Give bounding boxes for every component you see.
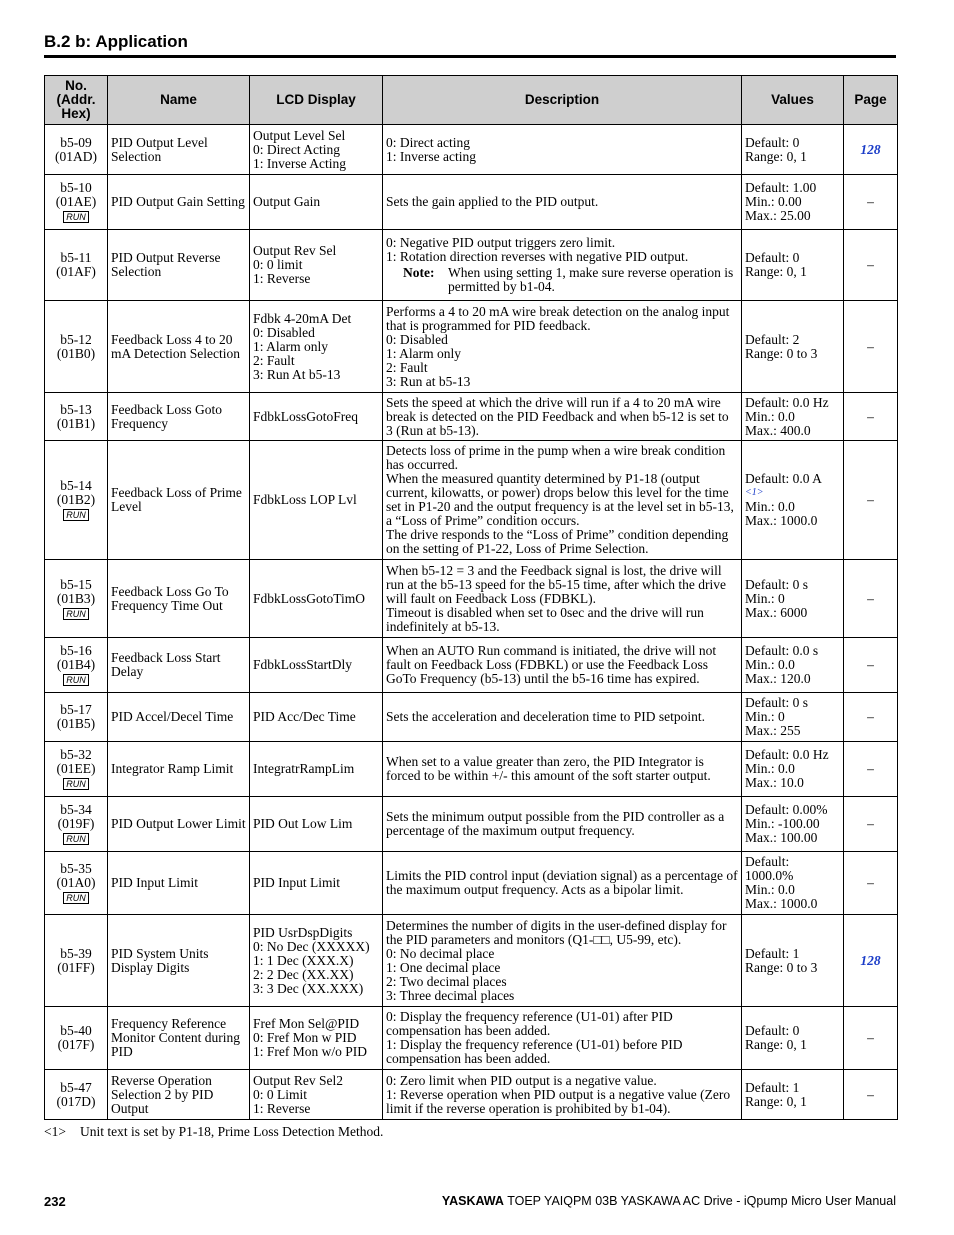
description-line: 3: Three decimal places: [386, 987, 515, 1003]
parameter-name-line: PID Output Level: [111, 134, 208, 150]
value-line: Range: 0, 1: [745, 148, 807, 164]
footnote: [44, 1124, 383, 1140]
table-row: [45, 560, 898, 638]
lcd-display-line: IntegratrRampLim: [253, 761, 355, 776]
parameter-name-line: Selection: [111, 264, 162, 279]
lcd-display-line: 0: 0 limit: [253, 257, 303, 272]
lcd-display-line: Output Rev Sel2: [253, 1072, 343, 1088]
lcd-display-cell: [250, 852, 383, 915]
parameter-number-cell: [45, 560, 108, 638]
values-cell: [742, 175, 844, 230]
description-line: 0: No decimal place: [386, 945, 495, 961]
parameter-name-cell: [108, 797, 250, 852]
value-line: Min.: 0.00: [745, 194, 802, 209]
description-cell: [383, 693, 742, 742]
lcd-display-cell: [250, 693, 383, 742]
lcd-display-line: 1: Inverse Acting: [253, 155, 346, 171]
parameter-name-cell: [108, 441, 250, 560]
page-cell: –: [844, 560, 898, 638]
values-cell: [742, 125, 844, 175]
lcd-display-cell: [250, 125, 383, 175]
note-text: When using setting 1, make sure reverse operation is permitted by b1-04.: [448, 265, 734, 294]
footer-document-title: [442, 1194, 896, 1208]
run-badge: RUN: [63, 778, 89, 790]
lcd-display-cell: [250, 915, 383, 1007]
footer-brand: YASKAWA: [441, 1194, 504, 1208]
value-line: Max.: 10.0: [745, 775, 804, 790]
description-cell: [383, 301, 742, 393]
run-badge: RUN: [63, 608, 89, 620]
lcd-display-line: 0: Disabled: [253, 324, 315, 340]
page-number: 232: [44, 1194, 66, 1209]
description-line: 1: One decimal place: [386, 959, 501, 975]
values-cell: [742, 742, 844, 797]
table-row: [45, 125, 898, 175]
description-line: 0: Display the frequency reference (U1-01) after PID compensation has been added.: [386, 1009, 673, 1038]
description-line: Sets the acceleration and deceleration time to PID setpoint.: [386, 709, 706, 724]
column-header-page: Page: [844, 76, 898, 125]
description-line: Sets the minimum output possible from the PID controller as a percentage of the maximum output frequency.: [386, 809, 725, 838]
value-line: Min.: -100.00: [745, 816, 820, 831]
lcd-display-line: 2: Fault: [253, 352, 295, 368]
parameter-name-cell: [108, 175, 250, 230]
note-label: Note:: [403, 265, 435, 280]
value-line: Default: 0.0 Hz: [745, 747, 829, 762]
lcd-display-cell: [250, 1007, 383, 1070]
lcd-display-line: 0: Fref Mon w PID: [253, 1030, 357, 1045]
lcd-display-line: Output Rev Sel: [253, 243, 337, 258]
parameter-number: b5-11: [60, 250, 92, 265]
value-line: Min.: 0.0: [745, 408, 795, 424]
lcd-display-cell: [250, 1070, 383, 1120]
parameter-name-cell: [108, 915, 250, 1007]
parameter-name-cell: [108, 638, 250, 693]
parameter-name-cell: [108, 560, 250, 638]
parameter-name-cell: [108, 301, 250, 393]
column-header-values: Values: [742, 76, 844, 125]
values-cell: [742, 915, 844, 1007]
values-cell: [742, 1070, 844, 1120]
value-line: Min.: 0.0: [745, 499, 795, 514]
page-cell: –: [844, 393, 898, 441]
parameter-name-line: Feedback Loss 4 to 20: [111, 331, 233, 347]
parameter-name-line: Feedback Loss Start: [111, 650, 221, 665]
parameter-name-line: Frequency Time Out: [111, 597, 223, 613]
description-cell: [383, 560, 742, 638]
value-line: Max.: 1000.0: [745, 896, 818, 911]
page-link[interactable]: 128: [844, 125, 898, 175]
description-line: 1: Rotation direction reverses with negative PID output.: [386, 249, 689, 264]
description-cell: [383, 175, 742, 230]
parameter-address: (01AD): [55, 148, 97, 164]
value-line: Default: 1: [745, 1079, 800, 1095]
table-row: [45, 393, 898, 441]
lcd-display-cell: [250, 797, 383, 852]
value-line: Range: 0, 1: [745, 264, 807, 279]
description-line: The drive responds to the “Loss of Prime” condition depending on the setting of P1-22, Loss of Prime Selection.: [386, 527, 729, 556]
parameter-number-cell: [45, 742, 108, 797]
parameter-number-cell: [45, 1070, 108, 1120]
parameter-number: b5-16: [60, 643, 92, 658]
value-line: Range: 0 to 3: [745, 959, 818, 975]
page-cell: –: [844, 230, 898, 301]
description-line: 0: Negative PID output triggers zero limit.: [386, 235, 616, 250]
parameter-number-cell: [45, 393, 108, 441]
page-link[interactable]: 128: [844, 915, 898, 1007]
description-line: Limits the PID control input (deviation signal) as a percentage of the maximum output frequency. Acts as a bipolar limit.: [386, 868, 738, 897]
parameter-name-line: Feedback Loss of Prime: [111, 485, 242, 500]
page-cell: –: [844, 797, 898, 852]
description-cell: [383, 797, 742, 852]
value-line: Min.: 0: [745, 709, 785, 724]
parameter-name-line: Frequency Reference: [111, 1016, 227, 1031]
lcd-display-line: PID UsrDspDigits: [253, 924, 353, 940]
value-line: 1000.0%: [745, 868, 794, 883]
lcd-display-line: PID Input Limit: [253, 875, 340, 890]
value-line: Min.: 0.0: [745, 882, 795, 897]
lcd-display-line: 0: Direct Acting: [253, 141, 340, 157]
description-line: 0: Direct acting: [386, 134, 470, 150]
footnote-text: Unit text is set by P1-18, Prime Loss Detection Method.: [80, 1124, 384, 1139]
parameter-number: b5-09: [60, 134, 92, 150]
parameter-address: (01A0): [56, 875, 96, 890]
parameter-number-cell: [45, 230, 108, 301]
table-row: [45, 693, 898, 742]
values-cell: [742, 230, 844, 301]
table-row: [45, 852, 898, 915]
parameter-name-line: Selection 2 by PID: [111, 1086, 214, 1102]
parameter-name-line: Feedback Loss Go To: [111, 583, 229, 599]
value-line: Default: 0.00%: [745, 802, 828, 817]
value-line: Max.: 1000.0: [745, 513, 818, 528]
parameter-address: (01EE): [56, 761, 96, 776]
page-cell: –: [844, 441, 898, 560]
lcd-display-line: FdbkLossStartDly: [253, 657, 353, 672]
value-line: Default: 0.0 Hz: [745, 394, 829, 410]
parameter-address: (01B1): [56, 415, 96, 431]
parameter-table: [44, 75, 898, 1120]
lcd-display-line: Output Level Sel: [253, 127, 346, 143]
values-cell: [742, 638, 844, 693]
lcd-display-cell: [250, 393, 383, 441]
table-row: [45, 1070, 898, 1120]
value-line: Default: 0: [745, 1023, 800, 1038]
lcd-display-line: 0: No Dec (XXXXX): [253, 938, 370, 954]
parameter-number: b5-32: [60, 747, 92, 762]
lcd-display-line: 3: Run At b5-13: [253, 366, 341, 382]
description-line: When set to a value greater than zero, the PID Integrator is forced to be within +/- this amount of the soft starter output.: [386, 754, 711, 783]
description-line: 2: Two decimal places: [386, 973, 507, 989]
parameter-number-cell: [45, 693, 108, 742]
lcd-display-line: Fdbk 4-20mA Det: [253, 310, 352, 326]
page-cell: –: [844, 1070, 898, 1120]
description-line: Detects loss of prime in the pump when a wire break condition has occurred.: [386, 443, 726, 472]
values-cell: [742, 393, 844, 441]
lcd-display-line: PID Acc/Dec Time: [253, 709, 356, 724]
parameter-name-line: Reverse Operation: [111, 1072, 212, 1088]
column-header-description: Description: [383, 76, 742, 125]
description-line: 1: Display the frequency reference (U1-01) before PID compensation has been added.: [386, 1037, 683, 1066]
column-header-name: Name: [108, 76, 250, 125]
parameter-name-cell: [108, 125, 250, 175]
table-row: [45, 230, 898, 301]
values-cell: [742, 852, 844, 915]
description-line: Performs a 4 to 20 mA wire break detection on the analog input that is programmed for PID feedback.: [386, 303, 730, 333]
description-line: 0: Zero limit when PID output is a negative value.: [386, 1072, 657, 1088]
page-cell: –: [844, 301, 898, 393]
values-cell: [742, 441, 844, 560]
parameter-name-line: Monitor Content during: [111, 1030, 240, 1045]
parameter-name-cell: [108, 852, 250, 915]
lcd-display-cell: [250, 560, 383, 638]
footnote-mark: <1>: [44, 1124, 66, 1139]
parameter-number: b5-14: [60, 478, 92, 493]
lcd-display-line: Fref Mon Sel@PID: [253, 1016, 360, 1031]
page-cell: –: [844, 1007, 898, 1070]
values-cell: [742, 301, 844, 393]
parameter-name-line: PID: [111, 1044, 133, 1059]
value-line: Max.: 100.00: [745, 830, 818, 845]
run-badge: RUN: [63, 211, 89, 223]
parameter-address: (017D): [56, 1093, 96, 1109]
value-line: Min.: 0.0: [745, 657, 795, 672]
lcd-display-cell: [250, 441, 383, 560]
parameter-name-line: mA Detection Selection: [111, 345, 240, 361]
lcd-display-line: 1: Alarm only: [253, 338, 328, 354]
description-cell: [383, 638, 742, 693]
description-line: 2: Fault: [386, 359, 428, 375]
table-header-row: [45, 76, 898, 125]
parameter-address: (019F): [57, 816, 95, 831]
values-cell: [742, 1007, 844, 1070]
parameter-address: (01B4): [56, 657, 96, 672]
footer-doc-text: TOEP YAIQPM 03B YASKAWA AC Drive - iQpump Micro User Manual: [507, 1194, 896, 1208]
value-line: Max.: 120.0: [745, 671, 811, 686]
parameter-name-line: Level: [111, 499, 142, 514]
parameter-name-line: Output: [111, 1100, 149, 1116]
page-cell: –: [844, 638, 898, 693]
lcd-display-line: FdbkLoss LOP Lvl: [253, 492, 357, 507]
parameter-name-line: Frequency: [111, 415, 168, 431]
lcd-display-line: FdbkLossGotoFreq: [253, 408, 359, 424]
parameter-name-cell: [108, 693, 250, 742]
description-cell: [383, 393, 742, 441]
value-line: Max.: 255: [745, 723, 801, 738]
parameter-address: (01B2): [56, 492, 96, 507]
run-badge: RUN: [63, 674, 89, 686]
parameter-number: b5-15: [60, 576, 92, 592]
description-line: 3: Run at b5-13: [386, 373, 471, 389]
lcd-display-line: 1: Fref Mon w/o PID: [253, 1044, 367, 1059]
description-cell: [383, 1007, 742, 1070]
lcd-display-line: 0: 0 Limit: [253, 1086, 307, 1102]
lcd-display-cell: [250, 742, 383, 797]
value-line: Min.: 0: [745, 590, 785, 606]
table-row: [45, 797, 898, 852]
lcd-display-line: 3: 3 Dec (XX.XXX): [253, 980, 364, 996]
values-cell: [742, 560, 844, 638]
lcd-display-cell: [250, 301, 383, 393]
parameter-name-cell: [108, 1070, 250, 1120]
parameter-name-line: PID Output Gain Setting: [111, 194, 245, 209]
parameter-number-cell: [45, 638, 108, 693]
lcd-display-line: FdbkLossGotoTimO: [253, 590, 366, 606]
parameter-number: b5-35: [60, 861, 92, 876]
page-cell: –: [844, 852, 898, 915]
parameter-number-cell: [45, 175, 108, 230]
section-title: B.2 b: Application: [44, 32, 896, 58]
parameter-address: (01B0): [56, 345, 96, 361]
value-line: Range: 0 to 3: [745, 345, 818, 361]
parameter-address: (01AE): [55, 194, 97, 209]
column-header-lcd-display: LCD Display: [250, 76, 383, 125]
value-line: Default: 1: [745, 945, 800, 961]
parameter-number-cell: [45, 1007, 108, 1070]
value-line: Default: 1.00: [745, 180, 817, 195]
parameter-name-line: PID Output Lower Limit: [111, 816, 246, 831]
value-line: Default:: [745, 854, 790, 869]
parameter-address: (01B5): [56, 716, 96, 731]
description-cell: [383, 1070, 742, 1120]
value-line: Range: 0, 1: [745, 1093, 807, 1109]
parameter-name-cell: [108, 393, 250, 441]
page-cell: –: [844, 693, 898, 742]
lcd-display-cell: [250, 638, 383, 693]
description-line: 1: Reverse operation when PID output is a negative value (Zero limit if the reverse operation is prohibited by b1-04).: [386, 1086, 731, 1116]
description-line: 1: Inverse acting: [386, 148, 476, 164]
parameter-name-line: PID System Units: [111, 945, 209, 961]
value-line: Default: 2: [745, 331, 800, 347]
parameter-number-cell: [45, 915, 108, 1007]
parameter-name-line: PID Accel/Decel Time: [111, 709, 234, 724]
value-line: Max.: 25.00: [745, 208, 811, 223]
lcd-display-line: 1: 1 Dec (XXX.X): [253, 952, 354, 968]
values-cell: [742, 797, 844, 852]
parameter-number: b5-40: [60, 1023, 92, 1038]
lcd-display-line: 2: 2 Dec (XX.XX): [253, 966, 354, 982]
parameter-name-line: PID Output Reverse: [111, 250, 221, 265]
footnote-ref: <1>: [745, 487, 764, 498]
description-line: Sets the gain applied to the PID output.: [386, 194, 599, 209]
parameter-address: (01FF): [57, 959, 95, 975]
lcd-display-cell: [250, 175, 383, 230]
description-line: Sets the speed at which the drive will run if a 4 to 20 mA wire break is detected on the PID Feedback and when b5-12 is set to 3 (Run at b5-13).: [386, 394, 729, 438]
table-row: [45, 441, 898, 560]
values-cell: [742, 693, 844, 742]
lcd-display-cell: [250, 230, 383, 301]
table-row: [45, 915, 898, 1007]
page-cell: –: [844, 175, 898, 230]
parameter-address: (01B3): [56, 590, 96, 606]
note-block: [386, 266, 738, 294]
description-cell: [383, 852, 742, 915]
value-line: Default: 0.0 A: [745, 471, 822, 486]
parameter-name-line: Integrator Ramp Limit: [111, 761, 234, 776]
parameter-number-cell: [45, 852, 108, 915]
run-badge: RUN: [63, 833, 89, 845]
run-badge: RUN: [63, 892, 89, 904]
value-line: Default: 0: [745, 134, 800, 150]
parameter-name-line: Selection: [111, 148, 162, 164]
parameter-name-line: Feedback Loss Goto: [111, 401, 222, 417]
parameter-name-cell: [108, 1007, 250, 1070]
value-line: Default: 0: [745, 250, 800, 265]
description-line: 1: Alarm only: [386, 345, 461, 361]
parameter-name-line: Delay: [111, 664, 144, 679]
description-cell: [383, 915, 742, 1007]
table-row: [45, 638, 898, 693]
parameter-number: b5-47: [60, 1079, 92, 1095]
parameter-number: b5-10: [60, 180, 92, 195]
run-badge: RUN: [63, 509, 89, 521]
parameter-number: b5-12: [60, 331, 92, 347]
description-cell: [383, 125, 742, 175]
page-cell: –: [844, 742, 898, 797]
lcd-display-line: PID Out Low Lim: [253, 816, 353, 831]
description-cell: [383, 230, 742, 301]
parameter-number: b5-34: [60, 802, 92, 817]
table-row: [45, 175, 898, 230]
table-row: [45, 301, 898, 393]
parameter-number: b5-13: [60, 401, 92, 417]
column-header-no: No. (Addr. Hex): [45, 76, 108, 125]
parameter-number: b5-17: [60, 702, 92, 717]
parameter-number-cell: [45, 797, 108, 852]
value-line: Default: 0 s: [745, 695, 808, 710]
parameter-number: b5-39: [60, 945, 92, 961]
parameter-name-cell: [108, 230, 250, 301]
description-line: Timeout is disabled when set to 0sec and the drive will run indefinitely at b5-13.: [386, 604, 704, 634]
lcd-display-line: 1: Reverse: [253, 271, 311, 286]
value-line: Max.: 6000: [745, 604, 808, 620]
parameter-name-cell: [108, 742, 250, 797]
description-line: When an AUTO Run command is initiated, the drive will not fault on Feedback Loss (FDBKL) or use the Feedback Loss GoTo Frequency (b5-13) until the b5-16 time has expired.: [386, 643, 717, 686]
table-row: [45, 742, 898, 797]
parameter-number-cell: [45, 301, 108, 393]
description-cell: [383, 742, 742, 797]
description-line: Determines the number of digits in the user-defined display for the PID parameters and monitors (Q1-□□, U5-99, etc).: [386, 917, 727, 947]
parameter-number-cell: [45, 441, 108, 560]
description-cell: [383, 441, 742, 560]
value-line: Default: 0 s: [745, 576, 808, 592]
lcd-display-line: Output Gain: [253, 194, 321, 209]
value-line: Default: 0.0 s: [745, 643, 819, 658]
parameter-address: (01AF): [56, 264, 96, 279]
value-line: Max.: 400.0: [745, 422, 811, 438]
parameter-number-cell: [45, 125, 108, 175]
parameter-name-line: PID Input Limit: [111, 875, 198, 890]
description-line: When b5-12 = 3 and the Feedback signal is lost, the drive will run at the b5-13 speed for the b5-15 time, after which the drive will fault on Feedback Loss (FDBKL).: [386, 562, 727, 606]
table-row: [45, 1007, 898, 1070]
value-line: Min.: 0.0: [745, 761, 795, 776]
description-line: 0: Disabled: [386, 331, 448, 347]
parameter-address: (017F): [57, 1037, 95, 1052]
description-line: When the measured quantity determined by P1-18 (output current, kilowatts, or power) drops below this level for the time set in P1-20 and the output frequency is at the level set in b5-13, a “Loss of Prime” condition occurs.: [386, 471, 734, 528]
lcd-display-line: 1: Reverse: [253, 1100, 311, 1116]
parameter-name-line: Display Digits: [111, 959, 190, 975]
value-line: Range: 0, 1: [745, 1037, 807, 1052]
